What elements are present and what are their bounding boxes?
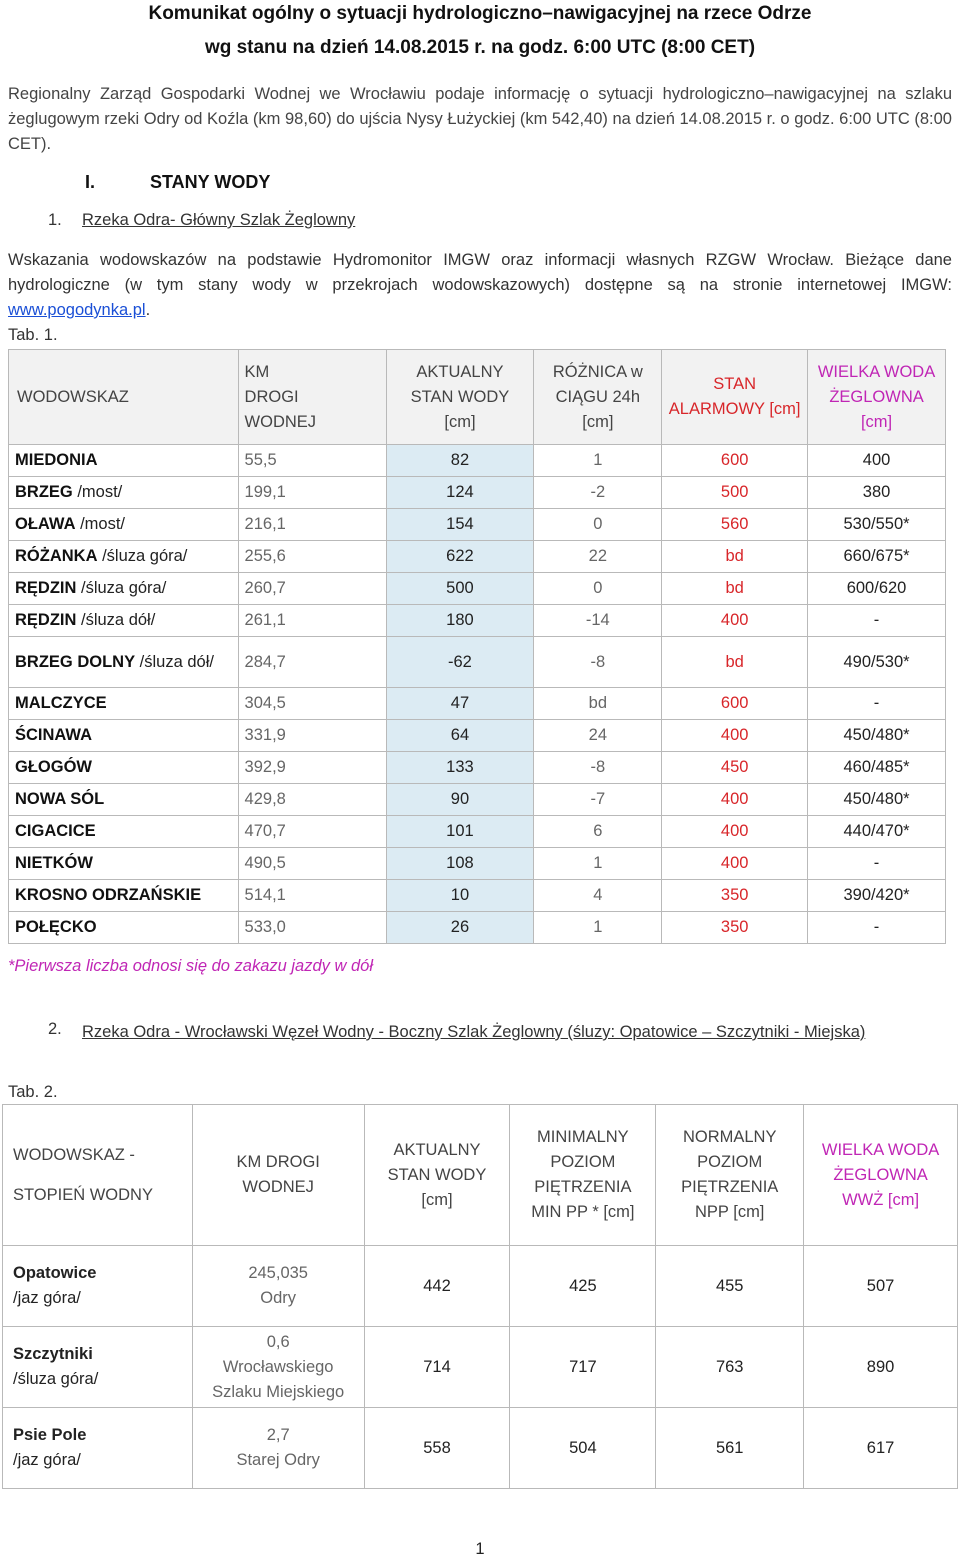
km-cell: 514,1: [238, 880, 386, 912]
wwz-cell: 617: [804, 1408, 958, 1489]
km-cell: 331,9: [238, 720, 386, 752]
gauge-name-cell: [9, 752, 239, 784]
diff-cell: 1: [534, 912, 662, 944]
min-pp-cell: 717: [510, 1327, 656, 1408]
alarm-cell: 500: [662, 477, 808, 509]
table-row: [9, 848, 946, 880]
gauge-name-cell: [9, 509, 239, 541]
km-cell: 261,1: [238, 605, 386, 637]
header-navigable-high-water: WIELKA WODA ŻEGLOWNA [cm]: [808, 350, 946, 445]
min-pp-cell: 504: [510, 1408, 656, 1489]
header-current-level2: AKTUALNY STAN WODY [cm]: [364, 1105, 510, 1246]
table1-footnote: *Pierwsza liczba odnosi się do zakazu jazdy w dół: [8, 957, 374, 975]
gauge-location: /śluza dół/: [76, 611, 156, 629]
alarm-cell: 600: [662, 688, 808, 720]
km-cell: [192, 1246, 364, 1327]
diff-cell: -8: [534, 637, 662, 688]
km-cell: [192, 1408, 364, 1489]
km-cell: 255,6: [238, 541, 386, 573]
data-source-text: Wskazania wodowskazów na podstawie Hydromonitor IMGW oraz informacji własnych RZGW Wrocław. Bieżące dane hydrologiczne (w tym stany wody w przekrojach wodowskazowych) dostępne są na stronie internetowej IMGW:: [8, 251, 952, 294]
gauge-name: RĘDZIN: [15, 579, 77, 597]
gauge-name: MALCZYCE: [15, 694, 107, 712]
current-level-cell: 64: [386, 720, 534, 752]
km-cell: 260,7: [238, 573, 386, 605]
wroclaw-node-table: [2, 1104, 958, 1489]
current-level-cell: 26: [386, 912, 534, 944]
table-row: [9, 477, 946, 509]
table-row: [9, 816, 946, 848]
intro-paragraph: Regionalny Zarząd Gospodarki Wodnej we Wrocławiu podaje informację o sytuacji hydrologiczno–nawigacyjnej na szlaku żeglugowym rzeki Odry od Koźla (km 98,60) do ujścia Nysy Łużyckiej (km 542,40) na dzień 14.08.2015 r. o godz. 6:00 UTC (8:00 CET).: [8, 85, 952, 153]
navigable-high-water-cell: 490/530*: [808, 637, 946, 688]
navigable-high-water-cell: 450/480*: [808, 720, 946, 752]
alarm-cell: 350: [662, 912, 808, 944]
gauge-name-cell: [9, 784, 239, 816]
gauge-name: RÓŻANKA: [15, 547, 98, 565]
gauge-name: NIETKÓW: [15, 854, 93, 872]
km-cell: 55,5: [238, 445, 386, 477]
header-gauge-stage: [3, 1105, 193, 1246]
diff-cell: 0: [534, 573, 662, 605]
link-suffix: .: [145, 301, 151, 319]
table2-header-row: [3, 1105, 958, 1246]
gauge-location: /śluza góra/: [97, 547, 188, 565]
km-line-2: Starej Odry: [236, 1451, 320, 1469]
navigable-high-water-cell: -: [808, 688, 946, 720]
gauge-name: OŁAWA: [15, 515, 76, 533]
header-npp: NORMALNY POZIOM PIĘTRZENIA NPP [cm]: [656, 1105, 804, 1246]
header-current-level: AKTUALNY STAN WODY [cm]: [386, 350, 534, 445]
current-level-cell: 90: [386, 784, 534, 816]
current-level-cell: 442: [364, 1246, 510, 1327]
km-line-1: 0,6: [266, 1332, 290, 1351]
stage-location: /jaz góra/: [13, 1451, 81, 1469]
current-level-cell: 10: [386, 880, 534, 912]
stage-name-cell: [3, 1246, 193, 1327]
alarm-cell: 600: [662, 445, 808, 477]
header-km2: KM DROGI WODNEJ: [192, 1105, 364, 1246]
gauge-name-cell: [9, 445, 239, 477]
gauge-name: NOWA SÓL: [15, 790, 105, 808]
subsection-title: Rzeka Odra- Główny Szlak Żeglowny: [82, 211, 356, 229]
alarm-cell: 350: [662, 880, 808, 912]
npp-cell: 763: [656, 1327, 804, 1408]
table-row: [9, 573, 946, 605]
table-row: [9, 752, 946, 784]
stage-location: /śluza góra/: [13, 1370, 99, 1388]
navigable-high-water-cell: 600/620: [808, 573, 946, 605]
alarm-cell: bd: [662, 573, 808, 605]
km-line-2: Odry: [260, 1289, 297, 1307]
current-level-cell: 622: [386, 541, 534, 573]
header-diff-24h: RÓŻNICA w CIĄGU 24h [cm]: [534, 350, 662, 445]
stage-location: /jaz góra/: [13, 1289, 81, 1307]
alarm-cell: 400: [662, 605, 808, 637]
gauge-name-cell: [9, 912, 239, 944]
diff-cell: -7: [534, 784, 662, 816]
gauge-name-cell: [9, 541, 239, 573]
title-line-2: wg stanu na dzień 14.08.2015 r. na godz. 6:00 UTC (8:00 CET): [204, 37, 756, 58]
header-gauge: WODOWSKAZ: [9, 350, 239, 445]
navigable-high-water-cell: 450/480*: [808, 784, 946, 816]
page-number: 1: [475, 1540, 485, 1558]
navigable-high-water-cell: 390/420*: [808, 880, 946, 912]
header-wwz: WIELKA WODA ŻEGLOWNA WWŻ [cm]: [804, 1105, 958, 1246]
diff-cell: 6: [534, 816, 662, 848]
km-line-3: Szlaku Miejskiego: [212, 1382, 345, 1401]
gauge-name-cell: [9, 848, 239, 880]
gauge-location: /most/: [75, 515, 126, 533]
diff-cell: 24: [534, 720, 662, 752]
diff-cell: 1: [534, 848, 662, 880]
table-row: [9, 509, 946, 541]
table-row: [9, 784, 946, 816]
water-levels-table: [8, 349, 946, 944]
header-gauge-stage-line1: WODOWSKAZ -: [13, 1146, 135, 1164]
navigable-high-water-cell: 660/675*: [808, 541, 946, 573]
table-row: [3, 1246, 958, 1327]
table-row: [9, 605, 946, 637]
km-cell: 199,1: [238, 477, 386, 509]
stage-name: Opatowice: [13, 1264, 97, 1282]
alarm-cell: bd: [662, 541, 808, 573]
stage-name-cell: [3, 1327, 193, 1408]
min-pp-cell: 425: [510, 1246, 656, 1327]
current-level-cell: 714: [364, 1327, 510, 1408]
subsection2-title: Rzeka Odra - Wrocławski Węzeł Wodny - Boczny Szlak Żeglowny (śluzy: Opatowice – Szczytniki - Miejska): [82, 1023, 866, 1041]
alarm-cell: 450: [662, 752, 808, 784]
km-cell: 470,7: [238, 816, 386, 848]
section-numeral: I.: [85, 172, 96, 192]
table-row: [9, 688, 946, 720]
table1-label: Tab. 1.: [8, 326, 58, 344]
section-heading: STANY WODY: [150, 172, 271, 192]
header-km: KM DROGI WODNEJ: [238, 350, 386, 445]
gauge-location: /śluza góra/: [76, 579, 167, 597]
subsection2-number: 2.: [48, 1020, 62, 1038]
gauge-name: CIGACICE: [15, 822, 96, 840]
header-alarm-level: STAN ALARMOWY [cm]: [662, 350, 808, 445]
current-level-cell: 500: [386, 573, 534, 605]
km-line-2: Wrocławskiego: [222, 1357, 334, 1376]
gauge-name: RĘDZIN: [15, 611, 77, 629]
diff-cell: 22: [534, 541, 662, 573]
navigable-high-water-cell: 530/550*: [808, 509, 946, 541]
gauge-name-cell: [9, 816, 239, 848]
alarm-cell: 560: [662, 509, 808, 541]
navigable-high-water-cell: 440/470*: [808, 816, 946, 848]
km-cell: 490,5: [238, 848, 386, 880]
current-level-cell: 133: [386, 752, 534, 784]
gauge-location: /śluza dół/: [135, 652, 214, 671]
alarm-cell: 400: [662, 848, 808, 880]
km-cell: 392,9: [238, 752, 386, 784]
current-level-cell: 108: [386, 848, 534, 880]
gauge-name: BRZEG: [15, 483, 73, 501]
km-cell: 304,5: [238, 688, 386, 720]
header-gauge-stage-line2: STOPIEŃ WODNY: [13, 1186, 153, 1204]
diff-cell: 1: [534, 445, 662, 477]
gauge-name: KROSNO ODRZAŃSKIE: [15, 886, 202, 904]
title-line-1: Komunikat ogólny o sytuacji hydrologiczno–nawigacyjnej na rzece Odrze: [148, 3, 812, 24]
table-row: [9, 637, 946, 688]
current-level-cell: 101: [386, 816, 534, 848]
current-level-cell: 180: [386, 605, 534, 637]
table-row: [9, 445, 946, 477]
current-level-cell: 154: [386, 509, 534, 541]
alarm-cell: bd: [662, 637, 808, 688]
gauge-name-cell: [9, 637, 239, 688]
km-cell: 533,0: [238, 912, 386, 944]
navigable-high-water-cell: -: [808, 912, 946, 944]
table-row: [3, 1327, 958, 1408]
diff-cell: -8: [534, 752, 662, 784]
navigable-high-water-cell: 460/485*: [808, 752, 946, 784]
gauge-name: ŚCINAWA: [15, 726, 93, 744]
navigable-high-water-cell: -: [808, 848, 946, 880]
current-level-cell: 82: [386, 445, 534, 477]
gauge-name: GŁOGÓW: [15, 758, 92, 776]
stage-name: Szczytniki: [13, 1345, 93, 1363]
km-cell: [192, 1327, 364, 1408]
diff-cell: bd: [534, 688, 662, 720]
navigable-high-water-cell: -: [808, 605, 946, 637]
subsection-number: 1.: [48, 211, 62, 229]
current-level-cell: -62: [386, 637, 534, 688]
gauge-location: /most/: [72, 483, 123, 501]
diff-cell: 0: [534, 509, 662, 541]
gauge-name-cell: [9, 720, 239, 752]
current-level-cell: 47: [386, 688, 534, 720]
table-row: [3, 1408, 958, 1489]
table-header-row: [9, 350, 946, 445]
table-row: [9, 541, 946, 573]
navigable-high-water-cell: 400: [808, 445, 946, 477]
imgw-link[interactable]: www.pogodynka.pl: [8, 301, 146, 319]
gauge-name: POŁĘCKO: [15, 918, 97, 936]
alarm-cell: 400: [662, 784, 808, 816]
gauge-name-cell: [9, 605, 239, 637]
wwz-cell: 890: [804, 1327, 958, 1408]
wwz-cell: 507: [804, 1246, 958, 1327]
gauge-name-cell: [9, 688, 239, 720]
gauge-name-cell: [9, 477, 239, 509]
table-row: [9, 880, 946, 912]
table-row: [9, 912, 946, 944]
current-level-cell: 124: [386, 477, 534, 509]
gauge-name: BRZEG DOLNY: [15, 652, 136, 671]
km-cell: 216,1: [238, 509, 386, 541]
stage-name-cell: [3, 1408, 193, 1489]
diff-cell: 4: [534, 880, 662, 912]
data-source-paragraph: [8, 248, 952, 323]
header-min-pp: MINIMALNY POZIOM PIĘTRZENIA MIN PP * [cm]: [510, 1105, 656, 1246]
km-line-1: 2,7: [266, 1426, 290, 1444]
alarm-cell: 400: [662, 720, 808, 752]
km-line-1: 245,035: [248, 1264, 308, 1282]
npp-cell: 455: [656, 1246, 804, 1327]
gauge-name: MIEDONIA: [15, 451, 98, 469]
table2-label: Tab. 2.: [8, 1083, 58, 1101]
alarm-cell: 400: [662, 816, 808, 848]
navigable-high-water-cell: 380: [808, 477, 946, 509]
km-cell: 284,7: [238, 637, 386, 688]
stage-name: Psie Pole: [13, 1426, 87, 1444]
npp-cell: 561: [656, 1408, 804, 1489]
current-level-cell: 558: [364, 1408, 510, 1489]
table-row: [9, 720, 946, 752]
diff-cell: -2: [534, 477, 662, 509]
gauge-name-cell: [9, 573, 239, 605]
diff-cell: -14: [534, 605, 662, 637]
gauge-name-cell: [9, 880, 239, 912]
km-cell: 429,8: [238, 784, 386, 816]
